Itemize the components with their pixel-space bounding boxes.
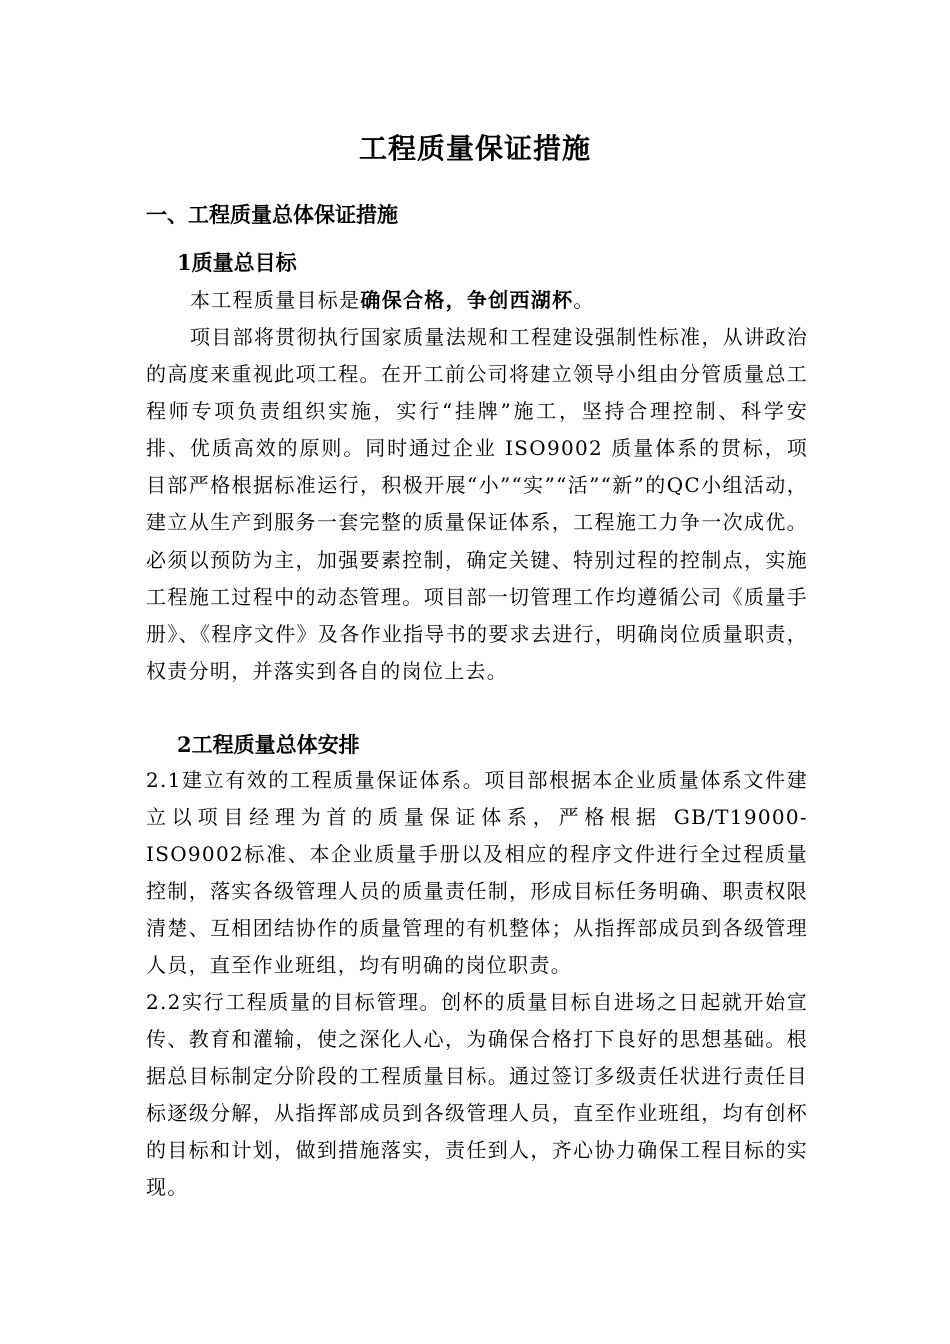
paragraph-project-quality-policy: [146, 319, 808, 690]
section-heading: 一、工程质量总体保证措施: [146, 202, 398, 227]
paragraph-quality-target-management: 2.2实行工程质量的目标管理。创杯的质量目标自进场之日起就开始宣传、教育和灌输，使之深化人心，为确保合格打下良好的思想基础。根据总目标制定分阶段的工程质量目标。通过签订多级责任状进行责任目标逐级分解，从指挥部成员到各级管理人员，直至作业班组，均有创杯的目标和计划，做到措施落实，责任到人，齐心协力确保工程目标的实现。: [146, 990, 808, 1200]
goal-suffix: 。: [573, 288, 595, 312]
goal-prefix: 本工程质量目标是: [190, 288, 361, 312]
paragraph-text: 项目部将贯彻执行国家质量法规和工程建设强制性标准，从讲政治的高度来重视此项工程。在开工前公司将建立领导小组由分管质量总工程师专项负责组织实施，实行“挂牌”施工，坚持合理控制、科学安排、优质高效的原则。同时通过企业 ISO9002 质量体系的贯标，项目部严格根据标准运行，积极开展“小”“实”“活”“新”的QC小组活动，建立从生产到服务一套完整的质量保证体系，工程施工力争一次成优。必须以预防为主，加强要素控制，确定关键、特别过程的控制点，实施工程施工过程中的动态管理。项目部一切管理工作均遵循公司《质量手册》、《程序文件》及各作业指导书的要求去进行，明确岗位质量职责，权责分明，并落实到各自的岗位上去。: [146, 325, 808, 683]
subsection-heading-quality-goal: 1质量总目标: [177, 250, 297, 275]
paragraph-quality-assurance-system: 2.1建立有效的工程质量保证体系。项目部根据本企业质量体系文件建立以项目经理为首的质量保证体系，严格根据 GB/T19000-ISO9002标准、本企业质量手册以及相应的程序文件进行全过程质量控制，落实各级管理人员的质量责任制，形成目标任务明确、职责权限清楚、互相团结协作的质量管理的有机整体；从指挥部成员到各级管理人员，直至作业班组，均有明确的岗位职责。: [146, 768, 808, 978]
document-title: 工程质量保证措施: [358, 132, 591, 165]
quality-goal-statement: [146, 282, 808, 319]
goal-emphasis: 确保合格，争创西湖杯: [360, 288, 574, 312]
subsection-heading-overall-arrangement: 2工程质量总体安排: [177, 732, 360, 757]
